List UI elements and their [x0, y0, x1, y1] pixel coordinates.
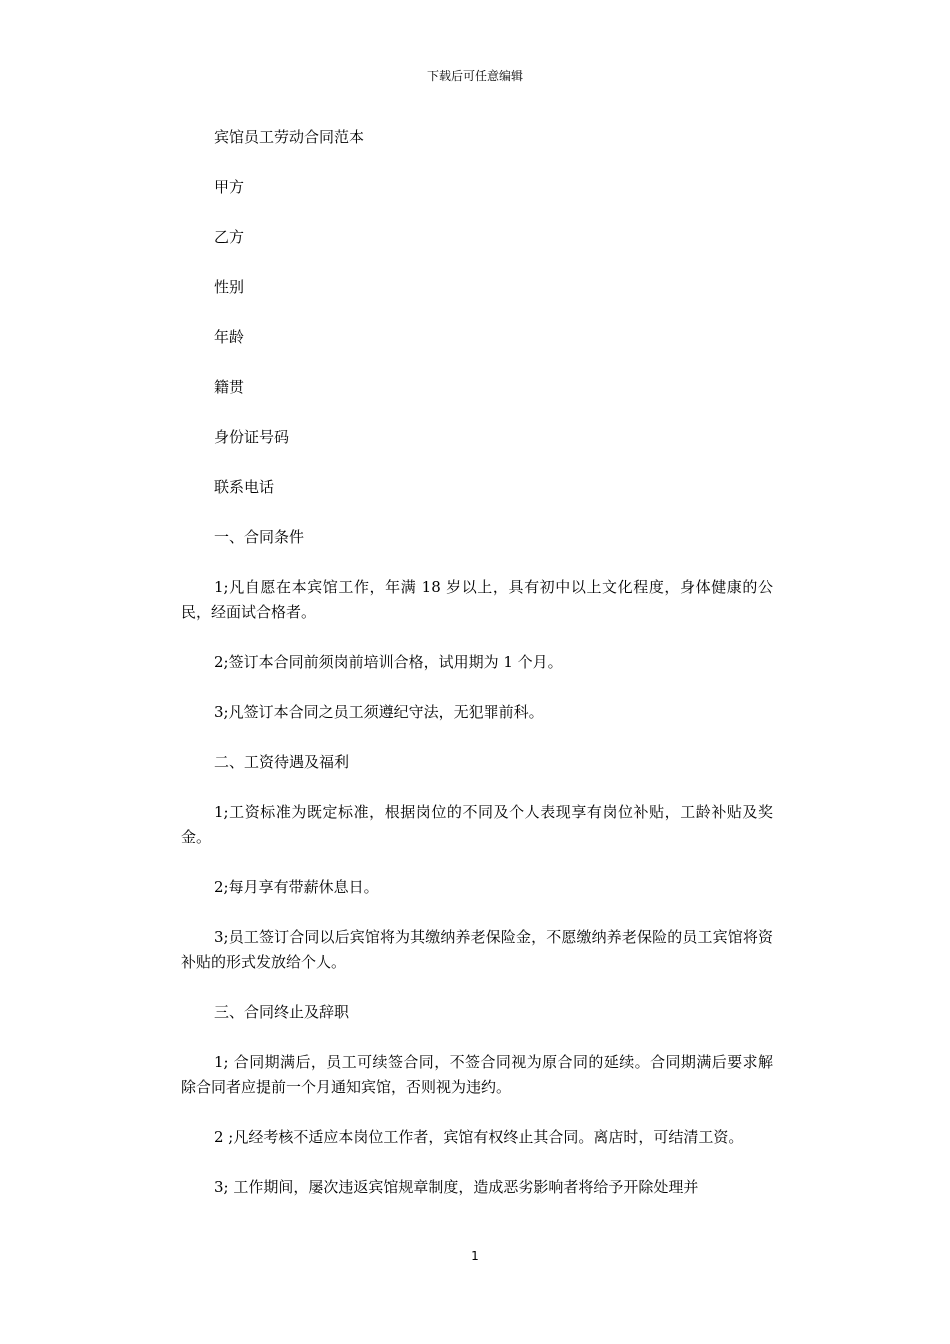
- section-heading: 三、合同终止及辞职: [214, 1003, 350, 1021]
- field-party-b: 乙方: [214, 228, 245, 246]
- section-heading: 二、工资待遇及福利: [214, 753, 350, 771]
- document-body: [181, 125, 773, 1200]
- clause-paragraph: 3; 工作期间，屡次违返宾馆规章制度，造成恶劣影响者将给予开除处理并: [214, 1178, 699, 1196]
- field-native-place: 籍贯: [214, 378, 245, 396]
- clause-paragraph: 2;签订本合同前须岗前培训合格，试用期为 1 个月。: [214, 653, 563, 671]
- clause-paragraph: 1;工资标准为既定标准，根据岗位的不同及个人表现享有岗位补贴，工龄补贴及奖金。: [181, 803, 773, 846]
- field-age: 年龄: [214, 328, 245, 346]
- clause-paragraph: 1;凡自愿在本宾馆工作，年满 18 岁以上，具有初中以上文化程度，身体健康的公民，经面试合格者。: [181, 578, 773, 621]
- field-gender: 性别: [214, 278, 245, 296]
- clause-paragraph: 2;每月享有带薪休息日。: [214, 878, 379, 896]
- page-number: 1: [471, 1249, 479, 1263]
- section-heading: 一、合同条件: [214, 528, 305, 546]
- field-phone: 联系电话: [214, 478, 275, 496]
- clause-paragraph: 3;凡签订本合同之员工须遵纪守法，无犯罪前科。: [214, 703, 544, 721]
- clause-paragraph: 2 ;凡经考核不适应本岗位工作者，宾馆有权终止其合同。离店时，可结清工资。: [214, 1128, 744, 1146]
- document-title: 宾馆员工劳动合同范本: [214, 128, 365, 146]
- clause-paragraph: 1; 合同期满后，员工可续签合同，不签合同视为原合同的延续。合同期满后要求解除合同者应提前一个月通知宾馆，否则视为违约。: [181, 1053, 773, 1096]
- field-party-a: 甲方: [214, 178, 245, 196]
- clause-paragraph: 3;员工签订合同以后宾馆将为其缴纳养老保险金，不愿缴纳养老保险的员工宾馆将资补贴的形式发放给个人。: [181, 928, 773, 971]
- field-id-number: 身份证号码: [214, 428, 290, 446]
- page-header: 下载后可任意编辑: [426, 69, 523, 83]
